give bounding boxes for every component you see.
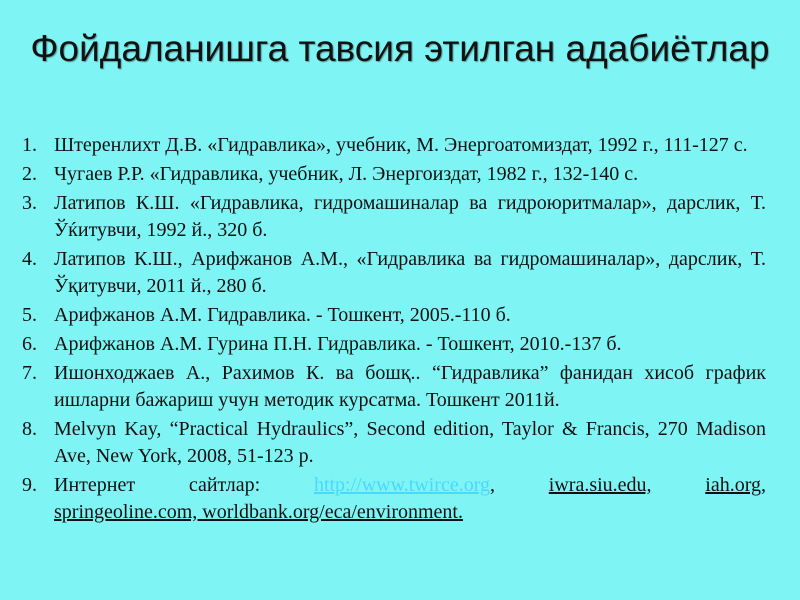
list-item-number: 8. xyxy=(22,418,37,440)
list-item-text: Латипов К.Ш. «Гидравлика, гидромашиналар ва гидроюритмалар», дарслик, Т. Ўќитувчи, 1992 й., 320 б. xyxy=(54,192,766,241)
list-item-number: 9. xyxy=(22,474,37,496)
list-item-text: Арифжанов А.М. Гидравлика. - Тошкент, 2005.-110 б. xyxy=(54,304,511,326)
reference-list xyxy=(22,132,766,528)
list-item xyxy=(22,360,766,414)
link-iwra[interactable]: iwra.siu.edu, xyxy=(548,474,652,496)
list-item xyxy=(22,331,766,358)
list-item-text: Ишонходжаев А., Рахимов К. ва бошқ.. “Гидравлика” фанидан хисоб график ишларни бажариш учун методик курсатма. Тошкент 2011й. xyxy=(54,362,766,411)
list-item-text: Чугаев Р.Р. «Гидравлика, учебник, Л. Энергоиздат, 1982 г., 132-140 с. xyxy=(54,163,639,185)
link-twirce[interactable]: http://www.twirce.org xyxy=(313,474,491,496)
list-item-number: 1. xyxy=(22,134,37,156)
list-item xyxy=(22,190,766,244)
list-item xyxy=(22,302,766,329)
list-item-text: Штеренлихт Д.В. «Гидравлика», учебник, М. Энергоатомиздат, 1992 г., 111-127 с. xyxy=(54,134,748,156)
list-item-internet-cont xyxy=(22,499,766,526)
list-item xyxy=(22,246,766,300)
link-separator: , xyxy=(490,474,496,496)
list-item-internet xyxy=(22,472,766,499)
list-item-text: Латипов К.Ш., Арифжанов А.М., «Гидравлика ва гидромашиналар», дарслик, Т. Ўқитувчи, 2011 й., 280 б. xyxy=(54,248,766,297)
list-item-number: 7. xyxy=(22,362,37,384)
link-springer-worldbank[interactable]: springeoline.com, worldbank.org/eca/environment. xyxy=(54,501,463,523)
list-item-number: 2. xyxy=(22,163,37,185)
list-item xyxy=(22,132,766,159)
list-item-number: 4. xyxy=(22,248,37,270)
list-item-text: Melvyn Kay, “Practical Hydraulics”, Second edition, Taylor & Francis, 270 Madison Ave, New York, 2008, 51-123 p. xyxy=(54,418,766,467)
page-title: Фойдаланишга тавсия этилган адабиётлар xyxy=(30,28,770,69)
link-iah[interactable]: iah.org, xyxy=(705,474,767,496)
list-item xyxy=(22,161,766,188)
list-item-number: 5. xyxy=(22,304,37,326)
list-item-number: 6. xyxy=(22,333,37,355)
list-item xyxy=(22,416,766,470)
list-item-number: 3. xyxy=(22,192,37,214)
internet-label: Интернет сайтлар: xyxy=(54,474,261,496)
list-item-text: Арифжанов А.М. Гурина П.Н. Гидравлика. - Тошкент, 2010.-137 б. xyxy=(54,333,622,355)
